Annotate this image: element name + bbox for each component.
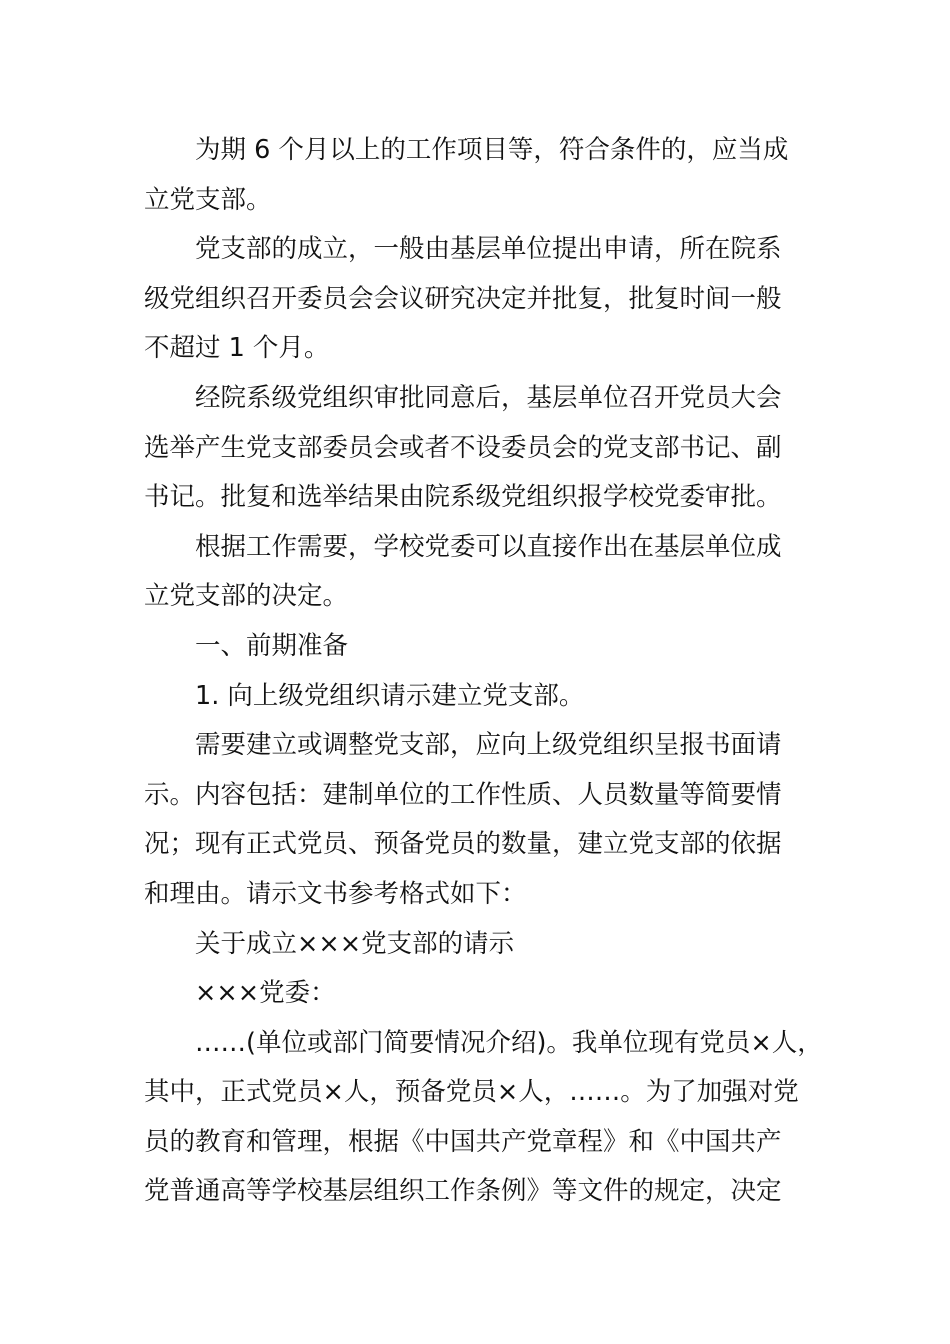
text-line: 党支部的成立，一般由基层单位提出申请，所在院系 <box>195 234 782 265</box>
document-body <box>144 126 824 1217</box>
text-line: 为期 6 个月以上的工作项目等，符合条件的，应当成 <box>195 135 789 165</box>
text-line: 员的教育和管理，根据《中国共产党章程》和《中国共产 <box>144 1126 782 1157</box>
text-line: 书记。批复和选举结果由院系级党组织报学校党委审批。 <box>144 482 782 513</box>
text-line: 经院系级党组织审批同意后，基层单位召开党员大会 <box>195 382 782 413</box>
text-line: 立党支部。 <box>144 184 272 215</box>
subsection-heading: 1. 向上级党组织请示建立党支部。 <box>195 680 585 711</box>
template-title: 关于成立×××党支部的请示 <box>195 928 515 959</box>
text-line: ……(单位或部门简要情况介绍)。我单位现有党员×人， <box>195 1027 823 1058</box>
text-line: 和理由。请示文书参考格式如下： <box>144 878 527 909</box>
text-line: 立党支部的决定。 <box>144 581 349 612</box>
text-line: 不超过 1 个月。 <box>144 333 330 364</box>
text-line: 需要建立或调整党支部，应向上级党组织呈报书面请 <box>195 730 782 761</box>
text-line: 示。内容包括：建制单位的工作性质、人员数量等简要情 <box>144 779 782 810</box>
text-line: 级党组织召开委员会会议研究决定并批复，批复时间一般 <box>144 283 782 314</box>
text-line: 况；现有正式党员、预备党员的数量，建立党支部的依据 <box>144 829 782 860</box>
text-line: 根据工作需要，学校党委可以直接作出在基层单位成 <box>195 531 782 562</box>
text-line: 党普通高等学校基层组织工作条例》等文件的规定，决定 <box>144 1176 782 1207</box>
section-heading: 一、前期准备 <box>195 630 349 661</box>
text-line: 选举产生党支部委员会或者不设委员会的党支部书记、副 <box>144 432 782 463</box>
template-salutation: ×××党委： <box>195 978 336 1009</box>
text-line: 其中，正式党员×人，预备党员×人，……。为了加强对党 <box>144 1077 799 1108</box>
